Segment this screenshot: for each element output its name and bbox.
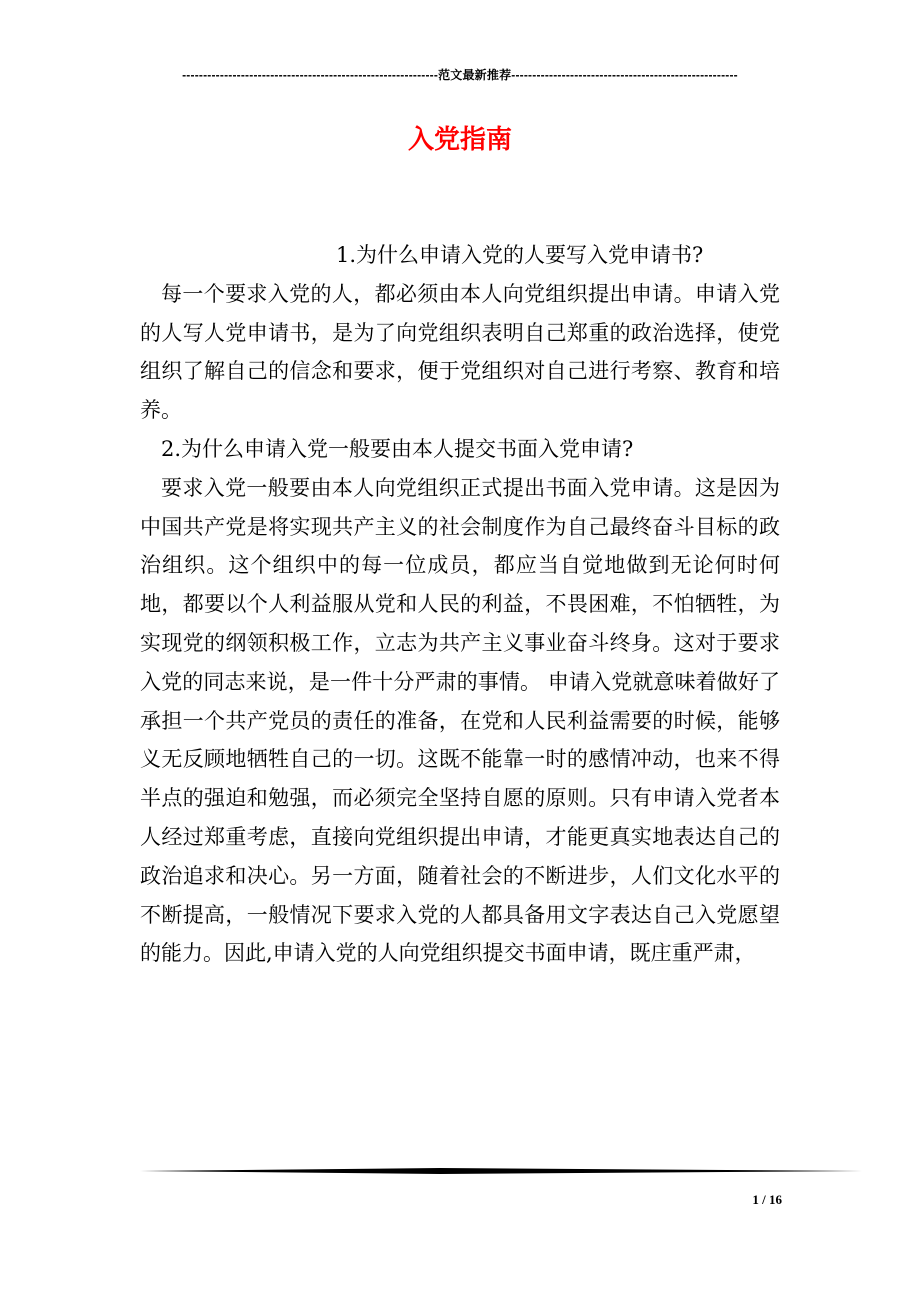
question-2-heading: 2.为什么申请入党一般要由本人提交书面入党申请? [161, 436, 634, 461]
document-body [140, 236, 780, 973]
footer-divider [140, 1168, 862, 1174]
question-1-heading: 1.为什么申请入党的人要写入党申请书? [336, 243, 704, 267]
answer-1-paragraph: 每一个要求入党的人，都必须由本人向党组织提出申请。申请入党的人写人党申请书，是为了向党组织表明自己郑重的政治选择，使党组织了解自己的信念和要求，便于党组织对自己进行考察、教育和培养。 [140, 281, 780, 423]
answer-2-paragraph: 要求入党一般要由本人向党组织正式提出书面入党申请。这是因为中国共产党是将实现共产主义的社会制度作为自己最终奋斗目标的政治组织。这个组织中的每一位成员，都应当自觉地做到无论何时何地，都要以个人利益服从党和人民的利益，不畏困难，不怕牺牲，为实现党的纲领积极工作，立志为共产主义事业奋斗终身。这对于要求入党的同志来说，是一件十分严肃的事情。 申请入党就意味着做好了承担一个共产党员的责任的准备，在党和人民利益需要的时候，能够义无反顾地牺牲自己的一切。这既不能靠一时的感情冲动，也来不得半点的强迫和勉强，而必须完全坚持自愿的原则。只有申请入党者本人经过郑重考虑，直接向党组织提出申请，才能更真实地表达自己的政治追求和决心。另一方面，随着社会的不断进步，人们文化水平的不断提高，一般情况下要求入党的人都具备用文字表达自己入党愿望的能力。因此,申请入党的人向党组织提交书面申请，既庄重严肃， [140, 475, 780, 966]
document-title: 入党指南 [407, 125, 512, 155]
page-header: -------------------------------------------------------------范文最新推荐------------------------------------------------------ [182, 68, 738, 82]
page-number: 1 / 16 [752, 1192, 782, 1207]
